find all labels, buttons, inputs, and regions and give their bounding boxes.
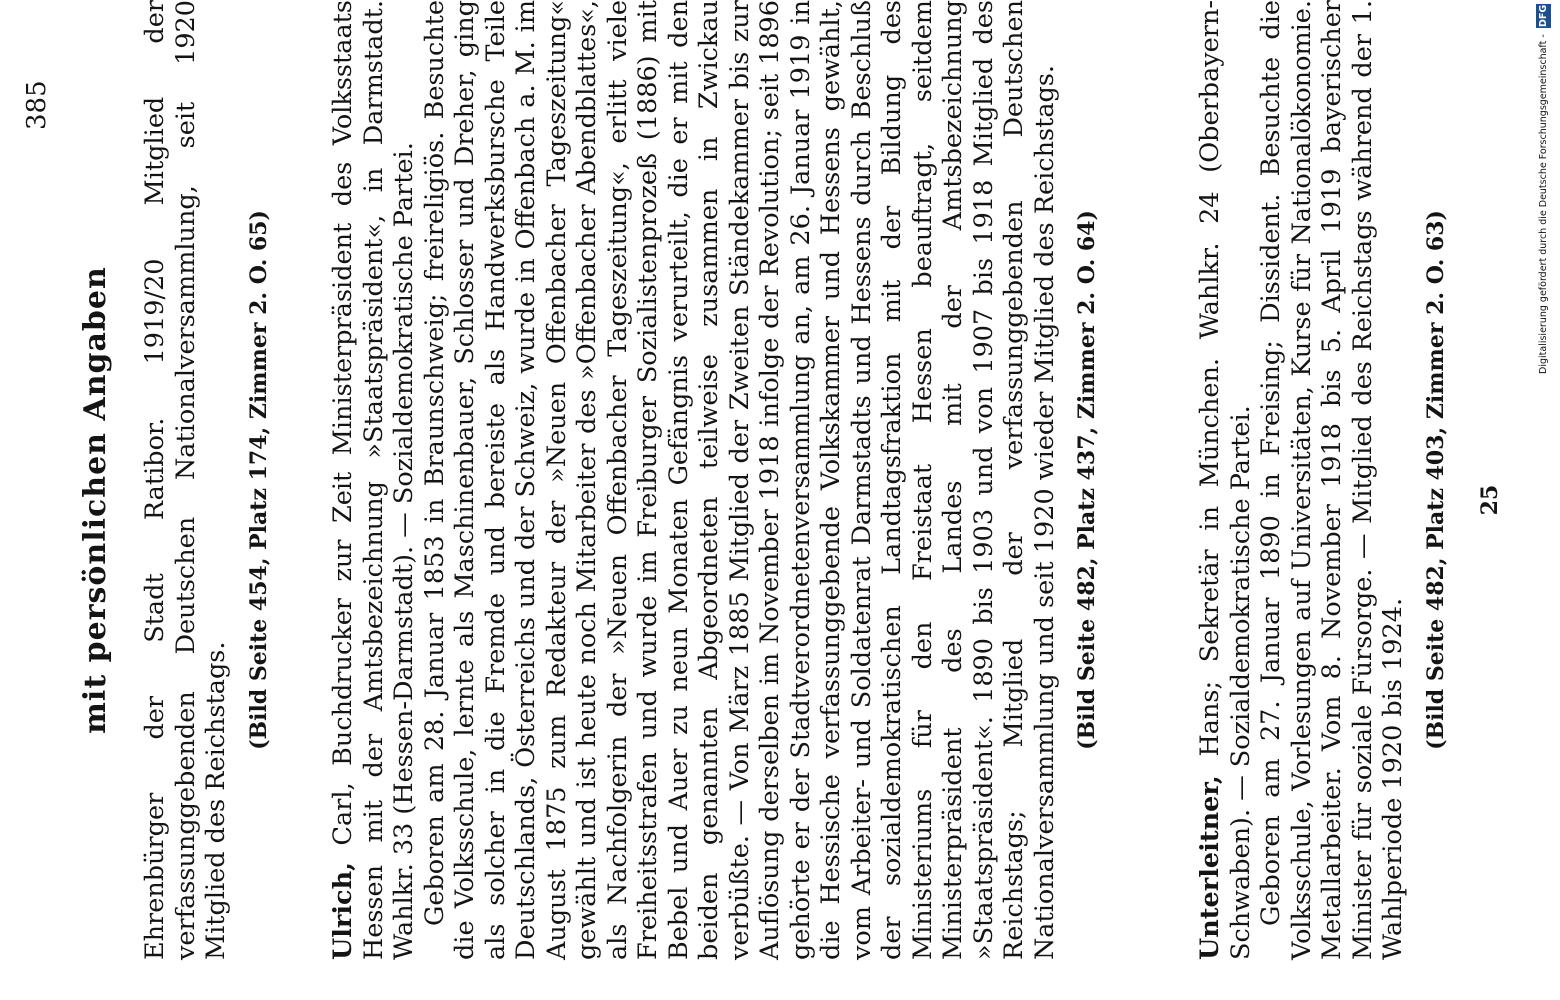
unterleitner-bild-ref: (Bild Seite 482, Platz 403, Zimmer 2. O. 63) [1422, 210, 1449, 750]
unterleitner-bio: Geboren am 27. Januar 1890 in Freising; Dissident. Besuchte die Volksschule, Vorlesungen auf Universitäten, Kurse für Nationalökonomie. Metallarbeiter. Vom 8. November 1918 bis 5. April 1919 bayerischer Minister für soziale Fürsorge. — Mitglied des Reichstags während der 1. Wahlperiode 1920 bis 1924. [1256, 0, 1408, 960]
ulrich-intro [328, 0, 420, 960]
digitization-credit [1536, 4, 1558, 996]
credit-text [1536, 4, 1551, 374]
footer-page-number: 25 [1477, 484, 1503, 516]
entry-continuation [140, 0, 274, 960]
dfg-logo: DFG [1538, 5, 1549, 28]
ulrich-intro-text: Carl, Buchdrucker zur Zeit Ministerpräsident des Volksstaats Hessen mit der Amtsbezeichnung »Staatspräsident«, in Darmstadt. Wahlkr. 33 (Hessen-Darmstadt). — Sozialdemokratische Partei. [328, 0, 419, 960]
unterleitner-name: Unterleitner, [1195, 775, 1225, 960]
continuation-bild-ref: (Bild Seite 454, Platz 174, Zimmer 2. O. 65) [245, 210, 272, 750]
ulrich-bild-ref: (Bild Seite 482, Platz 437, Zimmer 2. O. 64) [1074, 210, 1100, 750]
unterleitner-intro-text: Hans; Sekretär in München. Wahlkr. 24 (Oberbayern-Schwaben). — Sozialdemokratische Partei. [1195, 0, 1256, 960]
ulrich-name: Ulrich, [328, 862, 358, 960]
unterleitner-intro [1195, 0, 1256, 960]
page-title: mit persönlichen Angaben [78, 266, 113, 734]
continuation-text: Ehrenbürger der Stadt Ratibor. 1919/20 Mitglied der verfassunggebenden Deutschen Nationalversammlung, seit 1920 Mitglied des Reichstags. [140, 0, 231, 960]
credit-label: Digitalisierung gefördert durch die Deutsche Forschungsgemeinschaft - [1538, 34, 1549, 374]
entry-unterleitner [1195, 0, 1451, 960]
page-number: 385 [22, 80, 52, 130]
ulrich-bio: Geboren am 28. Januar 1853 in Braunschweig; freireligiös. Besuchte die Volksschule, lernte als Maschinenbauer, Schlosser und Dreher, ging als solcher in die Fremde und bereiste als Handwerksbursche Teile Deutschlands, Österreichs und der Schweiz, wurde in Offenbach a. M. im August 1875 zum Redakteur der »Neuen Offenbacher Tageszeitung« gewählt und ist heute noch Mitarbeiter des »Offenbacher Abendblattes«, als Nachfolgerin der »Neuen Offenbacher Tageszeitung«, erlitt viele Freiheitsstrafen und wurde im Freiburger Sozialistenprozeß (1886) mit Bebel und Auer zu neun Monaten Gefängnis verurteilt, die er mit den beiden genannten Abgeordneten teilweise zusammen in Zwickau verbüßte. — Von März 1885 Mitglied der Zweiten Ständekammer bis zur Auflösung derselben im November 1918 infolge der Revolution; seit 1896 gehörte er der Stadtverordnetenversammlung an, am 26. Januar 1919 in die Hessische verfassunggebende Volkskammer und Hessens gewählt, vom Arbeiter- und Soldatenrat Darmstadts und Hessens durch Beschluß der sozialdemokratischen Landtagsfraktion mit der Bildung des Ministeriums für den Freistaat Hessen beauftragt, seitdem Ministerpräsident des Landes mit der Amtsbezeichnung »Staatspräsident«. 1890 bis 1903 und von 1907 bis 1918 Mitglied des Reichstags; Mitglied der verfassunggebenden Deutschen Nationalversammlung und seit 1920 wieder Mitglied des Reichstags. [419, 0, 1060, 960]
entry-ulrich [328, 0, 1103, 960]
